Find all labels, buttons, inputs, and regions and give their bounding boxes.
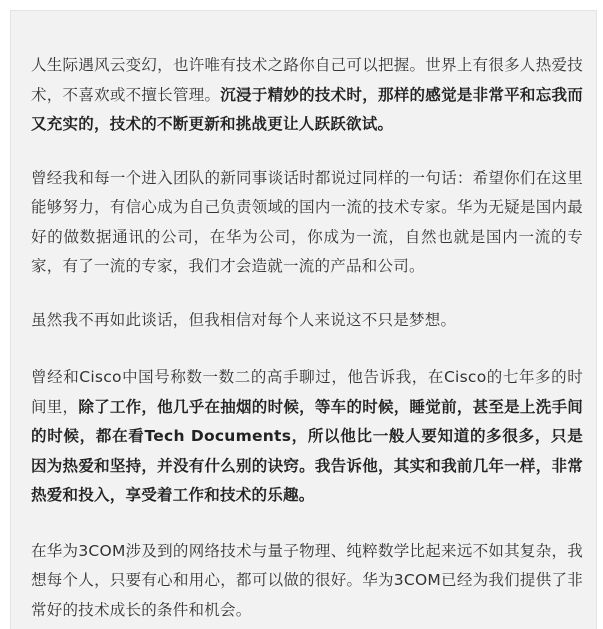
paragraph-5-text: 在华为3COM涉及到的网络技术与量子物理、纯粹数学比起来远不如其复杂，我想每个人，只要有心和用心，都可以做的很好。华为3COM已经为我们提供了非常好的技术成长的条件和机会。	[31, 541, 583, 619]
paragraph-1-bold: 沉浸于精妙的技术时，那样的感觉是非常平和忘我而又充实的，技术的不断更新和挑战更让人跃跃欲试。	[31, 85, 583, 133]
paragraph-3-text: 虽然我不再如此谈话，但我相信对每个人来说这不只是梦想。	[31, 310, 457, 329]
paragraph-2	[31, 164, 583, 282]
article-frame	[10, 10, 597, 629]
article-body	[31, 51, 583, 629]
paragraph-2-text: 曾经我和每一个进入团队的新同事谈话时都说过同样的一句话：希望你们在这里能够努力，有信心成为自己负责领域的国内一流的技术专家。华为无疑是国内最好的做数据通讯的公司，在华为公司，你成为一流，自然也就是国内一流的专家，有了一流的专家，我们才会造就一流的产品和公司。	[31, 168, 583, 275]
paragraph-4	[31, 363, 583, 511]
paragraph-5	[31, 537, 583, 626]
paragraph-3	[31, 306, 583, 336]
paragraph-4-bold: 除了工作，他几乎在抽烟的时候，等车的时候，睡觉前，甚至是上洗手间的时候，都在看Tech Documents，所以他比一般人要知道的多很多，只是因为热爱和坚持，并没有什么别的诀窍。我告诉他，其实和我前几年一样，非常热爱和投入，享受着工作和技术的乐趣。	[31, 397, 583, 504]
paragraph-4-text: 曾经和Cisco中国号称数一数二的高手聊过，他告诉我，在Cisco的七年多的时间里，	[31, 368, 583, 416]
paragraph-1-text: 人生际遇风云变幻，也许唯有技术之路你自己可以把握。世界上有很多人热爱技术，不喜欢或不擅长管理。	[31, 56, 583, 104]
paragraph-1	[31, 51, 583, 140]
